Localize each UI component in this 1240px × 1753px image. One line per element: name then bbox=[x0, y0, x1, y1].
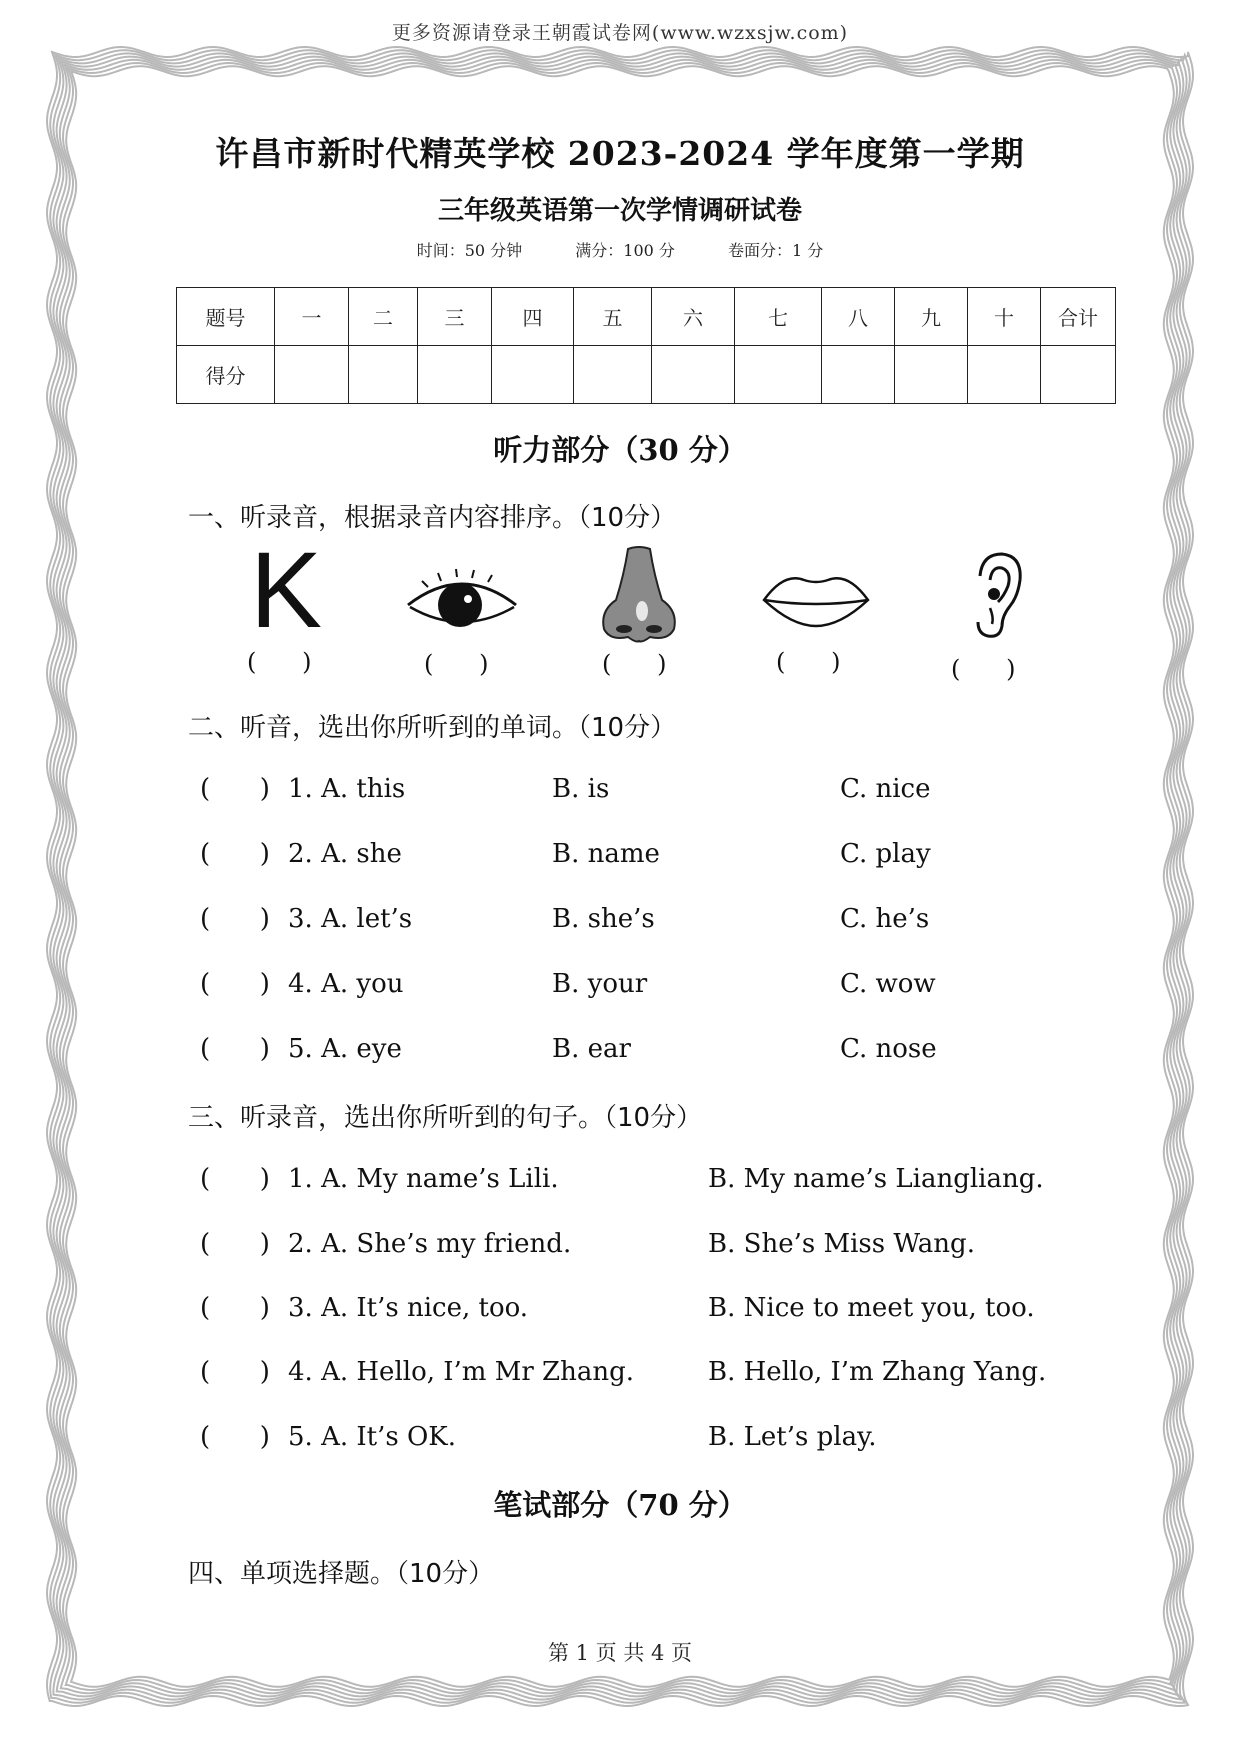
option-a: 5. A. eye bbox=[288, 1034, 402, 1064]
answer-bracket[interactable]: ( ) bbox=[200, 1229, 270, 1259]
question-2-item bbox=[200, 1034, 1100, 1068]
option-b: B. Nice to meet you, too. bbox=[708, 1293, 1035, 1323]
question-4-heading: 四、单项选择题。（10分） bbox=[188, 1559, 495, 1589]
option-b: B. Let’s play. bbox=[708, 1422, 877, 1452]
score-table-cell: 一 bbox=[275, 288, 349, 346]
listening-section-heading: 听力部分（30 分） bbox=[493, 433, 747, 467]
answer-bracket[interactable]: ( ) bbox=[200, 774, 270, 804]
answer-bracket[interactable]: ( ) bbox=[200, 969, 270, 999]
question-2-item bbox=[200, 774, 1100, 808]
option-a: 1. A. this bbox=[288, 774, 406, 804]
answer-bracket[interactable]: ( ) bbox=[200, 904, 270, 934]
score-table-cell: 八 bbox=[822, 288, 895, 346]
option-b: B. name bbox=[552, 839, 660, 869]
score-input-cell[interactable] bbox=[275, 346, 349, 404]
option-b: B. She’s Miss Wang. bbox=[708, 1229, 975, 1259]
answer-blank-5[interactable]: ( ) bbox=[951, 655, 1016, 683]
answer-blank-1[interactable]: ( ) bbox=[247, 648, 312, 676]
watermark-text: 更多资源请登录王朝霞试卷网(www.wzxsjw.com) bbox=[391, 22, 849, 44]
option-c: C. wow bbox=[840, 969, 936, 999]
answer-bracket[interactable]: ( ) bbox=[200, 839, 270, 869]
question-3-item bbox=[200, 1422, 1100, 1456]
exam-full-score: 满分：100 分 bbox=[575, 241, 675, 260]
option-a: 2. A. she bbox=[288, 839, 402, 869]
score-input-cell[interactable] bbox=[574, 346, 652, 404]
score-input-cell[interactable] bbox=[968, 346, 1041, 404]
score-table bbox=[176, 287, 1116, 404]
option-a: 3. A. It’s nice, too. bbox=[288, 1293, 529, 1323]
question-1-heading: 一、听录音，根据录音内容排序。（10分） bbox=[188, 503, 677, 533]
option-c: C. nice bbox=[840, 774, 931, 804]
score-input-cell[interactable] bbox=[895, 346, 968, 404]
score-table-header-row bbox=[177, 288, 1116, 346]
option-c: C. play bbox=[840, 839, 931, 869]
score-table-cell: 九 bbox=[895, 288, 968, 346]
option-b: B. Hello, I’m Zhang Yang. bbox=[708, 1357, 1047, 1387]
question-2-heading: 二、听音，选出你所听到的单词。（10分） bbox=[188, 713, 677, 743]
exam-time: 时间：50 分钟 bbox=[416, 241, 523, 260]
score-table-cell: 十 bbox=[968, 288, 1041, 346]
question-2-item bbox=[200, 839, 1100, 873]
mouth-icon bbox=[760, 568, 872, 630]
score-table-cell: 合计 bbox=[1041, 288, 1116, 346]
score-input-cell[interactable] bbox=[418, 346, 492, 404]
score-input-cell[interactable] bbox=[1041, 346, 1116, 404]
writing-section-heading: 笔试部分（70 分） bbox=[493, 1488, 747, 1522]
answer-bracket[interactable]: ( ) bbox=[200, 1034, 270, 1064]
score-table-cell: 七 bbox=[735, 288, 822, 346]
option-c: C. nose bbox=[840, 1034, 937, 1064]
score-table-cell: 六 bbox=[652, 288, 735, 346]
score-table-cell: 三 bbox=[418, 288, 492, 346]
option-b: B. is bbox=[552, 774, 610, 804]
option-a: 2. A. She’s my friend. bbox=[288, 1229, 572, 1259]
score-table-cell: 二 bbox=[349, 288, 418, 346]
exam-meta bbox=[0, 238, 1240, 261]
option-a: 5. A. It’s OK. bbox=[288, 1422, 456, 1452]
score-table-score-row bbox=[177, 346, 1116, 404]
answer-bracket[interactable]: ( ) bbox=[200, 1422, 270, 1452]
score-input-cell[interactable] bbox=[822, 346, 895, 404]
exam-subtitle: 三年级英语第一次学情调研试卷 bbox=[437, 196, 802, 226]
score-table-cell: 五 bbox=[574, 288, 652, 346]
question-3-heading: 三、听录音，选出你所听到的句子。（10分） bbox=[188, 1103, 703, 1133]
answer-blank-3[interactable]: ( ) bbox=[602, 650, 667, 678]
score-input-cell[interactable] bbox=[735, 346, 822, 404]
question-3-item bbox=[200, 1293, 1100, 1327]
question-3-item bbox=[200, 1357, 1100, 1391]
exam-title: 许昌市新时代精英学校 2023-2024 学年度第一学期 bbox=[215, 134, 1025, 173]
eye-icon bbox=[402, 565, 522, 635]
score-table-cell: 题号 bbox=[177, 288, 275, 346]
answer-blank-4[interactable]: ( ) bbox=[776, 648, 841, 676]
answer-bracket[interactable]: ( ) bbox=[200, 1293, 270, 1323]
score-input-cell[interactable] bbox=[652, 346, 735, 404]
question-3-item bbox=[200, 1164, 1100, 1198]
ear-icon bbox=[966, 550, 1026, 640]
option-a: 1. A. My name’s Lili. bbox=[288, 1164, 559, 1194]
page-footer: 第 1 页 共 4 页 bbox=[547, 1641, 693, 1665]
question-3-item bbox=[200, 1229, 1100, 1263]
option-b: B. ear bbox=[552, 1034, 631, 1064]
answer-blank-2[interactable]: ( ) bbox=[424, 650, 489, 678]
answer-bracket[interactable]: ( ) bbox=[200, 1164, 270, 1194]
option-b: B. your bbox=[552, 969, 648, 999]
score-input-cell[interactable] bbox=[492, 346, 574, 404]
option-a: 4. A. Hello, I’m Mr Zhang. bbox=[288, 1357, 634, 1387]
score-table-cell: 四 bbox=[492, 288, 574, 346]
option-b: B. she’s bbox=[552, 904, 655, 934]
nose-icon bbox=[598, 545, 680, 645]
letter-k-glyph: K bbox=[250, 529, 323, 650]
answer-bracket[interactable]: ( ) bbox=[200, 1357, 270, 1387]
score-input-cell[interactable] bbox=[349, 346, 418, 404]
option-c: C. he’s bbox=[840, 904, 930, 934]
option-a: 4. A. you bbox=[288, 969, 404, 999]
question-2-item bbox=[200, 969, 1100, 1003]
option-b: B. My name’s Liangliang. bbox=[708, 1164, 1044, 1194]
question-2-item bbox=[200, 904, 1100, 938]
option-a: 3. A. let’s bbox=[288, 904, 413, 934]
letter-k-icon bbox=[250, 529, 323, 650]
score-table-cell: 得分 bbox=[177, 346, 275, 404]
exam-neatness-score: 卷面分：1 分 bbox=[728, 241, 824, 260]
